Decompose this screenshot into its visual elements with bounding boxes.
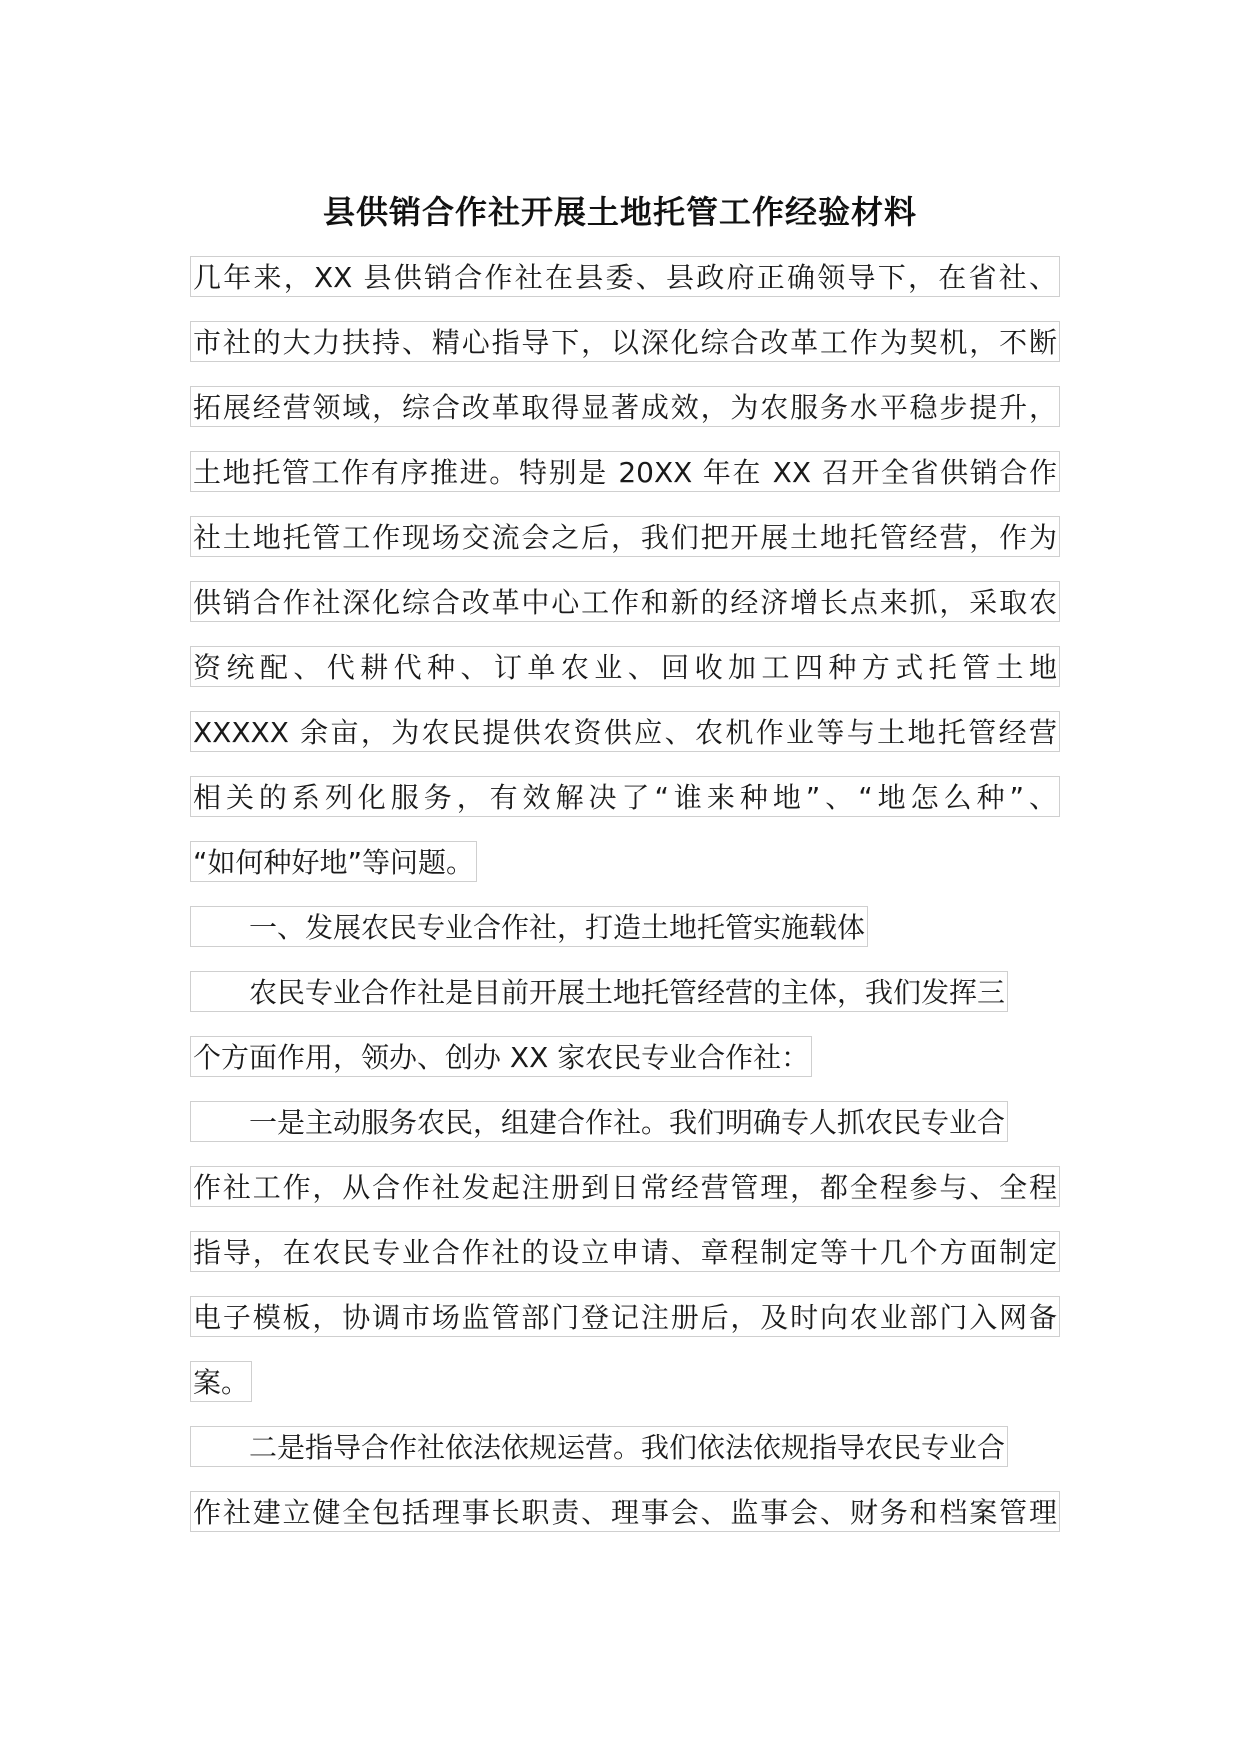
text-line <box>190 581 1060 646</box>
text-line-content: “如何种好地”等问题。 <box>190 841 477 882</box>
text-line <box>190 841 1060 906</box>
text-line <box>190 1426 1060 1491</box>
text-line-content: 指导，在农民专业合作社的设立申请、章程制定等十几个方面制定 <box>190 1231 1060 1272</box>
text-line <box>190 1231 1060 1296</box>
text-line-content: 一是主动服务农民，组建合作社。我们明确专人抓农民专业合 <box>190 1101 1008 1142</box>
text-line-content: 电子模板，协调市场监管部门登记注册后，及时向农业部门入网备 <box>190 1296 1060 1337</box>
text-line-content: 个方面作用，领办、创办 XX 家农民专业合作社： <box>190 1036 812 1077</box>
text-line-content: 作社建立健全包括理事长职责、理事会、监事会、财务和档案管理 <box>190 1491 1060 1532</box>
text-line-content: 农民专业合作社是目前开展土地托管经营的主体，我们发挥三 <box>190 971 1008 1012</box>
text-line-content: XXXXX 余亩，为农民提供农资供应、农机作业等与土地托管经营 <box>190 711 1060 752</box>
text-line <box>190 776 1060 841</box>
text-line <box>190 1166 1060 1231</box>
text-line-content: 案。 <box>190 1361 252 1402</box>
text-line-content: 资统配、代耕代种、订单农业、回收加工四种方式托管土地 <box>190 646 1060 687</box>
text-line <box>190 1361 1060 1426</box>
document-title: 县供销合作社开展土地托管工作经验材料 <box>322 193 917 231</box>
document-body <box>190 256 1060 1556</box>
text-line-content: 相关的系列化服务，有效解决了“谁来种地”、“地怎么种”、 <box>190 776 1060 817</box>
text-line <box>190 321 1060 386</box>
text-line <box>190 386 1060 451</box>
text-line-content: 几年来，XX 县供销合作社在县委、县政府正确领导下，在省社、 <box>190 256 1060 297</box>
text-line <box>190 646 1060 711</box>
text-line <box>190 451 1060 516</box>
text-line <box>190 1296 1060 1361</box>
text-line <box>190 1036 1060 1101</box>
section-heading: 一、发展农民专业合作社，打造土地托管实施载体 <box>190 906 868 947</box>
text-line-content: 供销合作社深化综合改革中心工作和新的经济增长点来抓，采取农 <box>190 581 1060 622</box>
text-line-content: 市社的大力扶持、精心指导下，以深化综合改革工作为契机，不断 <box>190 321 1060 362</box>
section-heading-line <box>190 906 1060 971</box>
text-line-content: 作社工作，从合作社发起注册到日常经营管理，都全程参与、全程 <box>190 1166 1060 1207</box>
text-line <box>190 516 1060 581</box>
text-line <box>190 971 1060 1036</box>
text-line-content: 拓展经营领域，综合改革取得显著成效，为农服务水平稳步提升， <box>190 386 1060 427</box>
text-line-content: 二是指导合作社依法依规运营。我们依法依规指导农民专业合 <box>190 1426 1008 1467</box>
text-line <box>190 1101 1060 1166</box>
text-line-content: 社土地托管工作现场交流会之后，我们把开展土地托管经营，作为 <box>190 516 1060 557</box>
text-line <box>190 256 1060 321</box>
text-line-content: 土地托管工作有序推进。特别是 20XX 年在 XX 召开全省供销合作 <box>190 451 1060 492</box>
text-line <box>190 1491 1060 1556</box>
text-line <box>190 711 1060 776</box>
